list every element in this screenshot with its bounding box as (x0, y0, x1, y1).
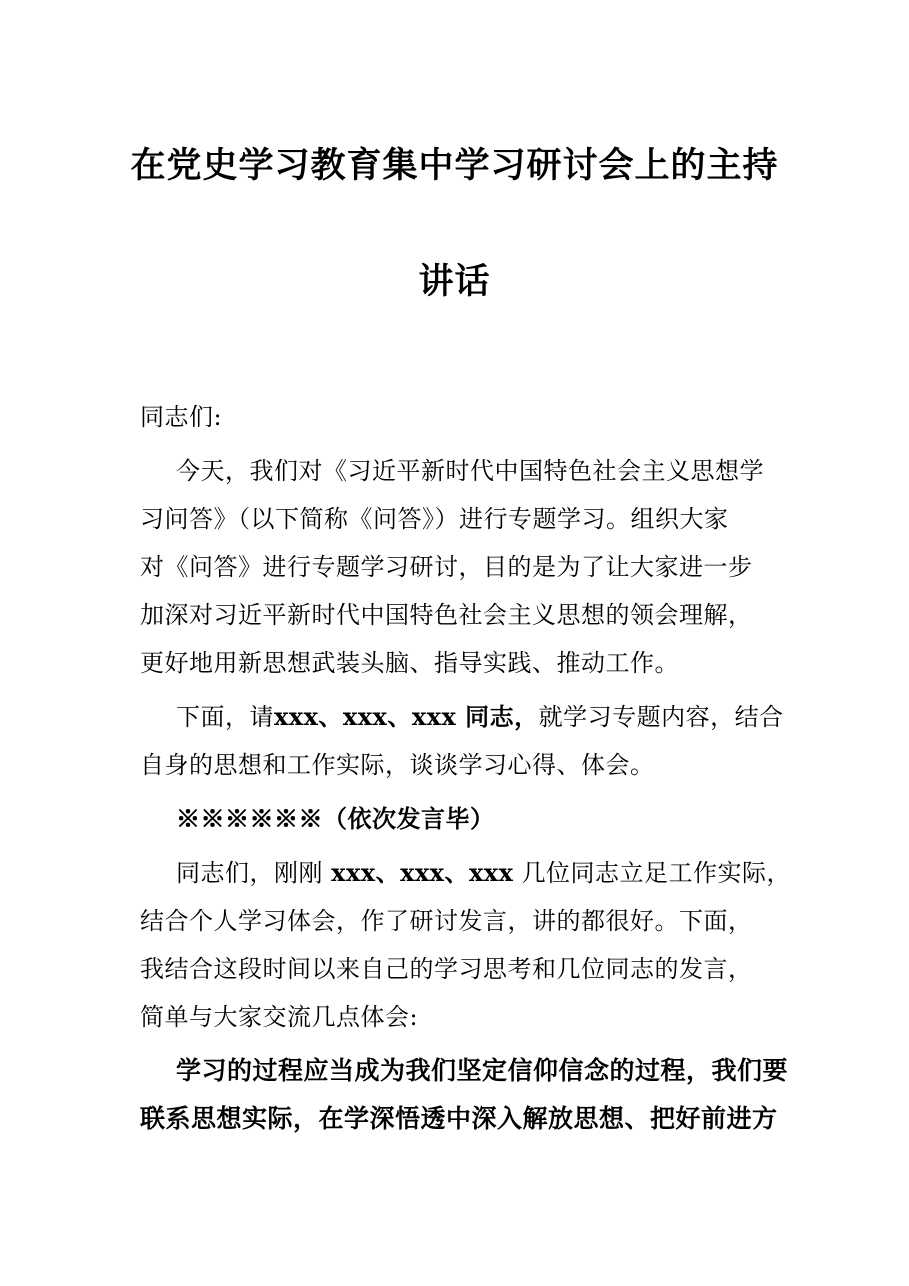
document-title-line-1: 在党史学习教育集中学习研讨会上的主持 (130, 145, 779, 186)
paragraph-line: 学习的过程应当成为我们坚定信仰信念的过程，我们要 (176, 1056, 789, 1085)
paragraph-line: 习问答》（以下简称《问答》）进行专题学习。组织大家 (140, 505, 729, 533)
paragraph-line: 联系思想实际，在学深悟透中深入解放思想、把好前进方 (140, 1104, 778, 1133)
paragraph-line: 今天，我们对《习近平新时代中国特色社会主义思想学 (176, 457, 764, 485)
paragraph-point-one (140, 1047, 789, 1143)
paragraph-speakers (140, 693, 784, 789)
paragraph-summary (140, 849, 792, 1041)
paragraph-opening (140, 447, 780, 687)
paragraph-line (140, 849, 792, 897)
paragraph-line: 简单与大家交流几点体会: (140, 1003, 419, 1031)
greeting: 同志们: (140, 403, 223, 431)
text-segment: 几位同志立足工作实际， (521, 859, 792, 887)
paragraph-line: 自身的思想和工作实际，谈谈学习心得、体会。 (140, 751, 655, 779)
paragraph-line: 对《问答》进行专题学习研讨，目的是为了让大家进一步 (140, 553, 753, 581)
paragraph-line: 加深对习近平新时代中国特色社会主义思想的领会理解， (140, 601, 753, 629)
speaker-names: xxx、xxx、xxx 同志， (274, 702, 539, 731)
text-segment: 同志们，刚刚 (176, 859, 323, 887)
document-title-line-2: 讲话 (418, 261, 491, 302)
document-body (140, 393, 792, 1149)
speech-marker: ※※※※※※（依次发言毕） (176, 804, 495, 833)
text-segment: 就学习专题内容，结合 (538, 703, 784, 731)
paragraph-line: 结合个人学习体会，作了研讨发言，讲的都很好。下面， (140, 907, 753, 935)
text-segment: 下面，请 (176, 703, 274, 731)
paragraph-line (140, 693, 784, 741)
paragraph-line: 更好地用新思想武装头脑、指导实践、推动工作。 (140, 649, 679, 677)
speaker-names: xxx、xxx、xxx (331, 858, 514, 887)
paragraph-line: 我结合这段时间以来自己的学习思考和几位同志的发言， (140, 955, 753, 983)
